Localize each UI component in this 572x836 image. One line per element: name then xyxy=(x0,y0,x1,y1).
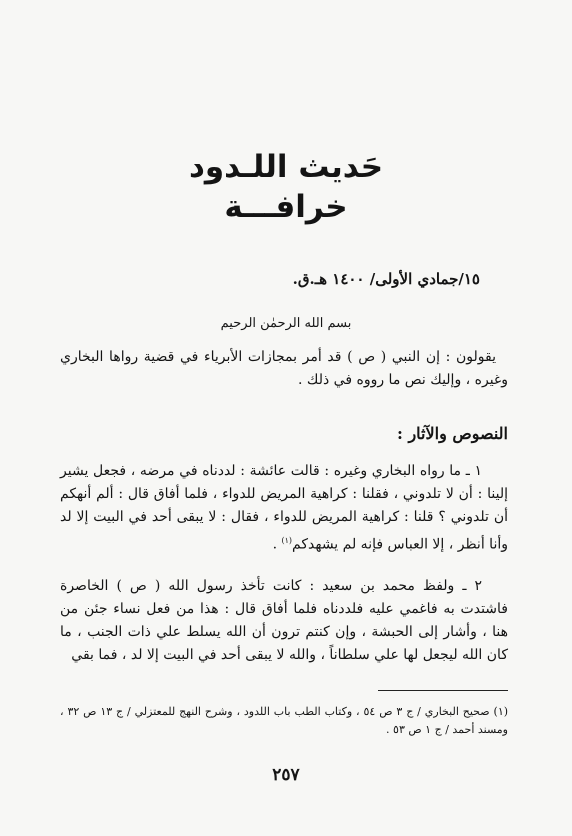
title-line-2: خرافـــة xyxy=(224,189,348,225)
item-1-paragraph xyxy=(60,460,508,557)
intro-paragraph: يقولون : إن النبي ( ص ) قد أمر بمجازات الأبرياء في قضية رواها البخاري وغيره ، وإليك نص ما رووه في ذلك . xyxy=(60,349,508,388)
item-2-paragraph: ٢ ـ ولفظ محمد بن سعيد : كانت تأخذ رسول الله ( ص ) الخاصرة فاشتدت به فاغمي عليه فلددناه فلما أفاق قال : هذا من فعل نساء جئن من هنا ، وأشار إلى الحبشة ، وإن كنتم ترون أن الله يسلط علي ذات الجنب ، ما كان الله ليجعل لها علي سلطاناً ، والله لا يبقى أحد في البيت إلا لد ، فما بقي xyxy=(60,578,508,663)
item-1-end: . xyxy=(272,536,282,553)
basmala: بسم الله الرحمٰن الرحيم xyxy=(220,316,352,331)
page-number: ٢٥٧ xyxy=(272,765,300,785)
footnote-divider xyxy=(378,690,508,691)
section-heading: النصوص والآثار : xyxy=(396,424,508,443)
footnote: (١) صحيح البخاري / ج ٣ ص ٥٤ ، وكتاب الطب باب اللدود ، وشرح النهج للمعتزلي / ج ١٣ ص ٣٢ ، ومسند أحمد / ج ١ ص ٥٣ . xyxy=(60,705,509,736)
date-line: ١٥/جمادي الأولى/ ١٤٠٠ هـ.ق. xyxy=(292,270,480,288)
title-line-1: حَديث اللـدود xyxy=(188,149,384,185)
item-1-text: ١ ـ ما رواه البخاري وغيره : قالت عائشة : لددناه في مرضه ، فجعل يشير إلينا : أن لا تلدوني ، فقلنا : كراهية المريض للدواء ، فلما أفاق قال : ألم أنهكم أن تلدوني ؟ قلنا : كراهية المريض للدواء ، فقال : لا يبقى أحد في البيت إلا لد وأنا أنظر ، إلا العباس فإنه لم يشهدكم xyxy=(60,463,508,553)
footnote-ref[interactable]: (١) xyxy=(281,536,293,545)
